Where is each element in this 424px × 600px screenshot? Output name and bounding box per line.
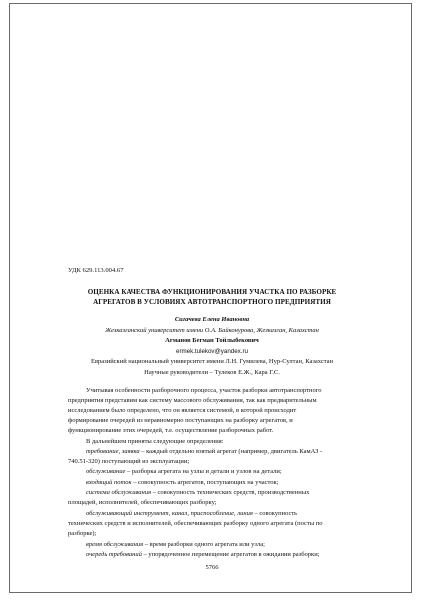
definition-service-system-cont: площадей, исполнителей, обеспечивающих разборку; (68, 499, 217, 506)
definition-service: обслуживание – разборка агрегата на узлы и детали и узлов на детали; (86, 468, 282, 475)
paper-title-line-2: АГРЕГАТОВ В УСЛОВИЯХ АВТОТРАНСПОРТНОГО ПРЕДПРИЯТИЯ (93, 298, 331, 306)
author-1-name: Сигачева Елена Ивановна (174, 316, 250, 323)
author-2-affiliation: Евразийский национальный университет имени Л.Н. Гумилева, Нур-Султан, Казахстан (90, 358, 334, 365)
body-text-line: формирование очередей из неравномерно поступающих на разборку агрегатов, и (68, 417, 293, 424)
author-1-affiliation: Жезказганский университет имени О.А. Байконурова, Жезказган, Казахстан (105, 327, 319, 334)
definition-service-time: время обслуживания – время разборки одного агрегата или узла; (86, 541, 265, 548)
body-text-line: Учитывая особенности разборочного процесса, участок разборки автотранспортного (86, 387, 322, 394)
definition-requirement: требование, заявка – каждый отдельно взятый агрегат (например, двигатель КамАЗ - (86, 448, 323, 455)
definition-service-tool-cont: разборке); (68, 530, 97, 537)
definition-service-system: система обслуживания – совокупность технических средств, производственных (86, 489, 310, 496)
body-text-line: предприятия представим как систему массового обслуживания, так как предварительным (68, 397, 317, 404)
author-2-name: Агманов Бегман Тойлыбекович (165, 337, 259, 344)
definition-service-tool-cont: технических средств и исполнителей, обеспечивающих разборку одного агрегата (посты по (68, 520, 323, 527)
definition-input-flow: входящий поток – совокупность агрегатов, поступающих на участок; (86, 479, 279, 486)
body-text-line: исследованием было определено, что он является системой, в которой происходит (68, 407, 297, 414)
definition-queue: очередь требований – упорядоченное перемещение агрегатов в ожидании разборки; (86, 551, 320, 558)
definition-requirement-cont: 740.51-320) поступающий из эксплуатации; (68, 458, 190, 465)
udc-code: УДК 629.113.004.67 (68, 267, 124, 274)
body-text-line: функционирование этих очередей, т.е. осуществление разборочных работ. (68, 427, 274, 434)
document-page (9, 3, 412, 593)
body-text-line: В дальнейшем приняты следующие определения: (86, 438, 224, 445)
supervisors-line: Научные руководители – Тулеков Е.Ж., Кара Г.С. (144, 369, 280, 376)
definition-service-tool: обслуживающий инструмент, канал, приспособление, линия – совокупность (86, 510, 298, 517)
page-number: 5766 (205, 564, 219, 571)
paper-title-line-1: ОЦЕНКА КАЧЕСТВА ФУНКЦИОНИРОВАНИЯ УЧАСТКА ПО РАЗБОРКЕ (87, 288, 337, 296)
author-email: ermek.tulekov@yandex.ru (176, 348, 248, 355)
